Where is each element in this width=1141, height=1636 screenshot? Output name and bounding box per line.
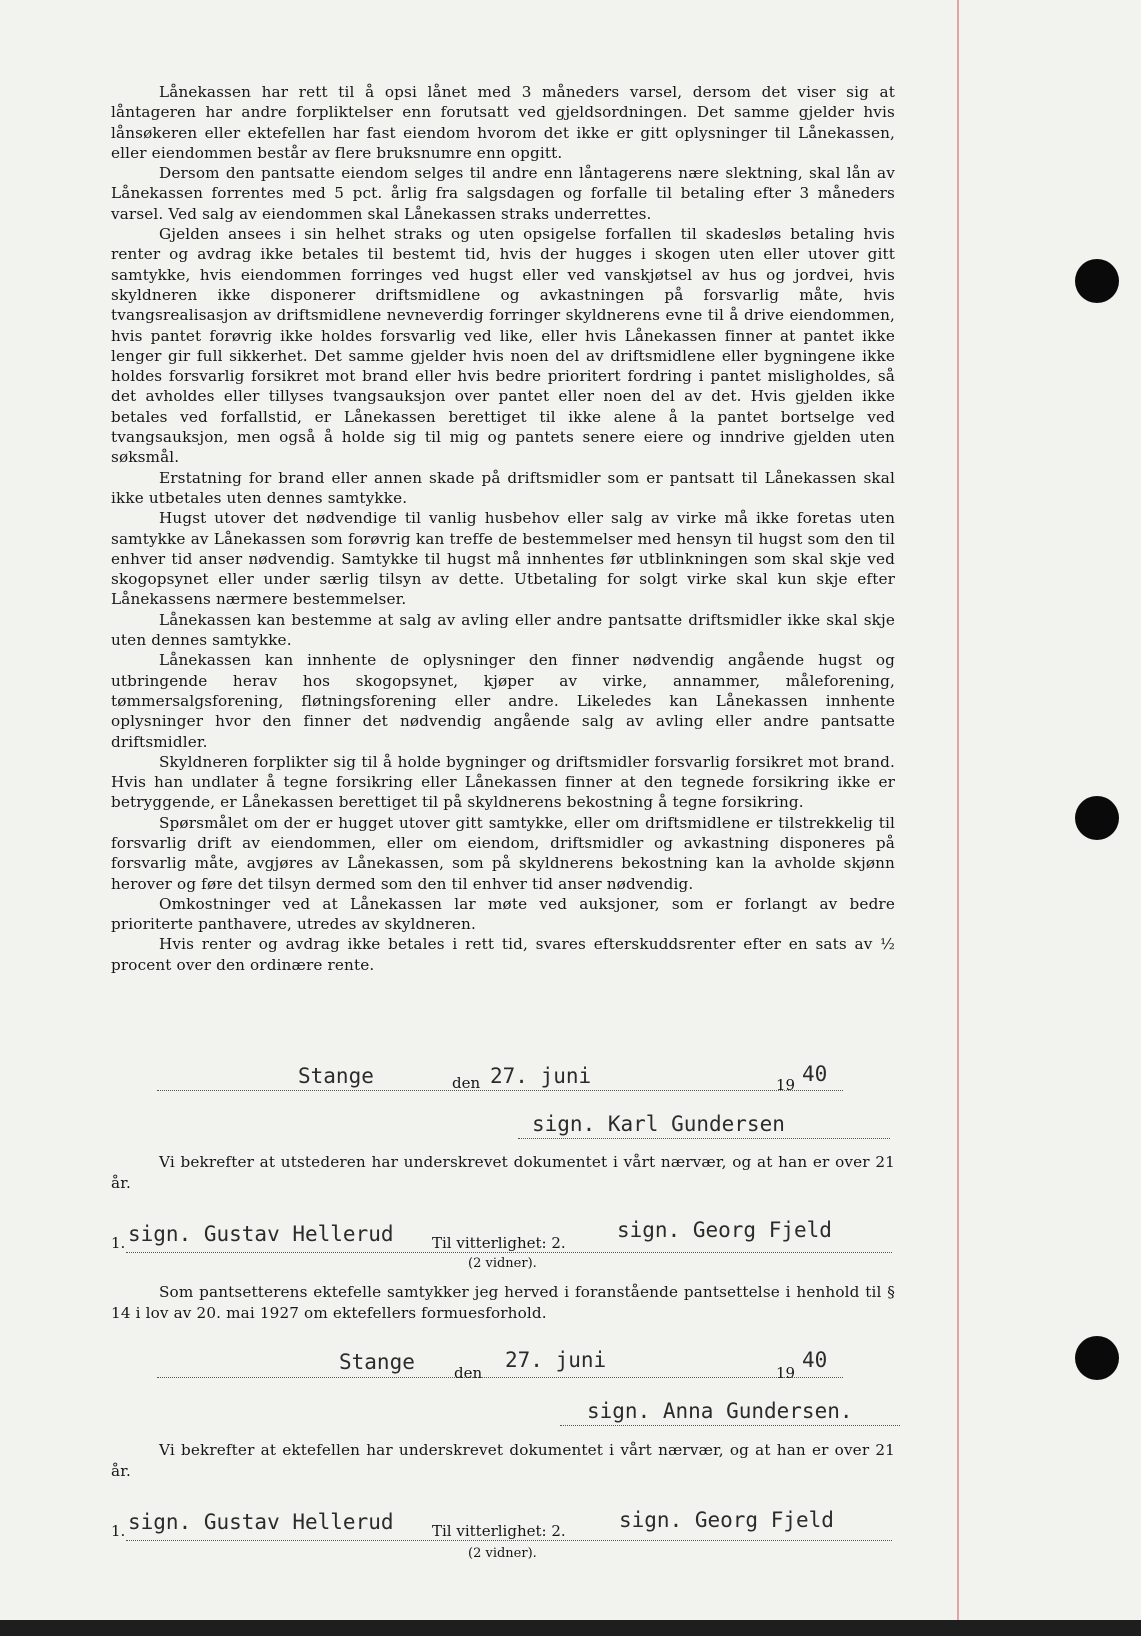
dotted-line bbox=[157, 1090, 843, 1091]
signature: sign. Anna Gundersen. bbox=[587, 1399, 853, 1423]
scan-edge bbox=[0, 1620, 1141, 1636]
paragraph: Erstatning for brand eller annen skade på driftsmidler som er pantsatt til Lånekassen skal ikke utbetales uten dennes samtykke. bbox=[111, 468, 895, 507]
punch-hole bbox=[1075, 259, 1119, 303]
paragraph: Dersom den pantsatte eiendom selges til andre enn låntagerens nære slektning, skal lån av Lånekassen forrentes med 5 pct. årlig fra salgsdagen og forfalle til betaling efter 3 måneders varsel. Ved salg av eiendommen skal Lånekassen straks underrettes. bbox=[111, 164, 895, 223]
signature: sign. Karl Gundersen bbox=[532, 1112, 785, 1136]
vidner-note: (2 vidner). bbox=[468, 1256, 537, 1271]
dotted-line bbox=[518, 1138, 890, 1139]
terms-text bbox=[111, 82, 895, 975]
year-prefix: 19 bbox=[776, 1076, 796, 1094]
punch-hole bbox=[1075, 796, 1119, 840]
dotted-line bbox=[157, 1377, 843, 1378]
witness-signature: sign. Georg Fjeld bbox=[617, 1218, 832, 1242]
paragraph: Gjelden ansees i sin helhet straks og uten opsigelse forfallen til skadesløs betaling hvis renter og avdrag ikke betales til bestemt tid, hvis der hugges i skogen uten eller utover gitt samtykke, hvis eiendommen forringes ved hugst eller ved vanskjøtsel av hus og jordvei, hvis skyldneren ikke disponerer driftsmidlene og avkastningen på forsvarlig måte, hvis tvangsrealisasjon av driftsmidlene nevneverdig forringer skyldnerens evne til å drive eiendommen, hvis pantet forøvrig ikke holdes forsvarlig ved like, eller hvis Lånekassen finner at pantet ikke lenger gir full sikkerhet. Det samme gjelder hvis noen del av driftsmidlene eller bygningene ikke holdes forsvarlig forsikret mot brand eller hvis bedre prioritert fordring i pantet misligholdes, så det avholdes eller tillyses tvangsauksjon over pantet eller noen del av det. Hvis gjelden ikke betales ved forfallstid, er Lånekassen berettiget til ikke alene å la pantet bortselge ved tvangsauksjon, men også å holde sig til mig og pantets senere eiere og inndrive gjelden uten søksmål. bbox=[111, 225, 895, 467]
paragraph: Hugst utover det nødvendige til vanlig husbehov eller salg av virke må ikke foretas uten samtykke av Lånekassen som forøvrig kan treffe de bestemmelser med hensyn til hugst som den til enhver tid anser nødvendig. Samtykke til hugst må innhentes før utblinkningen som skal skje ved skogopsynet eller under særlig tilsyn av dette. Utbetaling for solgt virke skal kun skje efter Lånekassens nærmere bestemmelser. bbox=[111, 509, 895, 609]
paragraph: Spørsmålet om der er hugget utover gitt samtykke, eller om driftsmidlene er tilstrekkelig til forsvarlig drift av eiendommen, eller om eiendom, driftsmidler og avkastning disponeres på forsvarlig måte, avgjøres av Lånekassen, som på skyldnerens bekostning kan la avholde skjønn herover og føre det tilsyn dermed som den til enhver tid anser nødvendig. bbox=[111, 813, 895, 893]
den-label: den bbox=[454, 1364, 483, 1382]
place: Stange bbox=[298, 1064, 374, 1088]
paragraph: Hvis renter og avdrag ikke betales i rett tid, svares efterskuddsrenter efter en sats av ½ procent over den ordinære rente. bbox=[111, 935, 895, 974]
place: Stange bbox=[339, 1350, 415, 1374]
date: 27. juni bbox=[490, 1064, 592, 1088]
til-vitterlighet: Til vitterlighet: 2. bbox=[432, 1522, 566, 1540]
witness-number: 1. bbox=[111, 1522, 126, 1540]
year-prefix: 19 bbox=[776, 1364, 796, 1382]
dotted-line bbox=[126, 1540, 892, 1541]
paragraph: Skyldneren forplikter sig til å holde bygninger og driftsmidler forsvarlig forsikret mot brand. Hvis han undlater å tegne forsikring eller Lånekassen finner at den tegnede forsikring ikke er betryggende, er Lånekassen berettiget til på skyldnerens bekostning å tegne forsikring. bbox=[111, 752, 895, 812]
witness-signature: sign. Gustav Hellerud bbox=[128, 1222, 394, 1246]
paragraph: Omkostninger ved at Lånekassen lar møte ved auksjoner, som er forlangt av bedre prioriterte panthavere, utredes av skyldneren. bbox=[111, 894, 895, 934]
confirmation: Vi bekrefter at utstederen har underskrevet dokumentet i vårt nærvær, og at han er over 21 år. bbox=[111, 1153, 895, 1192]
paragraph: Lånekassen kan innhente de oplysninger den finner nødvendig angående hugst og utbringende herav hos skogopsynet, kjøper av virke, annammer, måleforening, tømmersalgsforening, fløtningsforening eller andre. Likeledes kan Lånekassen innhente oplysninger hvor den finner det nødvendig angående salg av avling eller andre pantsatte driftsmidler. bbox=[111, 651, 895, 751]
punch-hole bbox=[1075, 1336, 1119, 1380]
date: 27. juni bbox=[505, 1348, 607, 1372]
witness-signature: sign. Gustav Hellerud bbox=[128, 1510, 394, 1534]
paragraph: Lånekassen kan bestemme at salg av avling eller andre pantsatte driftsmidler ikke skal skje uten dennes samtykke. bbox=[111, 610, 895, 650]
year-suffix: 40 bbox=[802, 1062, 828, 1086]
den-label: den bbox=[452, 1074, 481, 1092]
paragraph: Lånekassen har rett til å opsi lånet med 3 måneders varsel, dersom det viser sig at låntageren har andre forpliktelser enn forutsatt ved gjeldsordningen. Det samme gjelder hvis lånsøkeren eller ektefellen har fast eiendom hvorom det ikke er gitt oplysninger til Lånekassen, eller eiendommen består av flere bruksnumre enn opgitt. bbox=[111, 83, 895, 162]
margin-line bbox=[957, 0, 959, 1620]
vidner-note: (2 vidner). bbox=[468, 1546, 537, 1561]
dotted-line bbox=[560, 1425, 900, 1426]
dotted-line bbox=[126, 1252, 892, 1253]
witness-number: 1. bbox=[111, 1234, 126, 1252]
year-suffix: 40 bbox=[802, 1348, 828, 1372]
til-vitterlighet: Til vitterlighet: 2. bbox=[432, 1234, 566, 1252]
confirmation: Vi bekrefter at ektefellen har underskrevet dokumentet i vårt nærvær, og at han er over 21 år. bbox=[111, 1441, 895, 1480]
witness-signature: sign. Georg Fjeld bbox=[619, 1508, 834, 1532]
spouse-consent: Som pantsetterens ektefelle samtykker jeg herved i foranstående pantsettelse i henhold til § 14 i lov av 20. mai 1927 om ektefellers formuesforhold. bbox=[111, 1283, 895, 1322]
